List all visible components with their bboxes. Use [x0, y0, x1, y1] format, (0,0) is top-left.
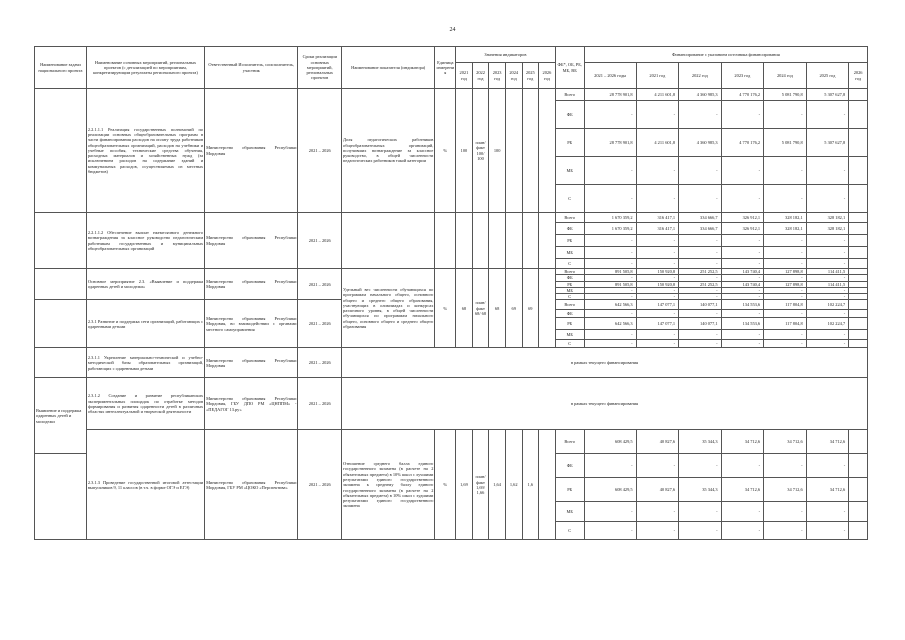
fin-cell: -: [679, 157, 722, 185]
period-cell: 2021 – 2026: [298, 213, 342, 269]
fin-cell: -: [764, 502, 807, 522]
fin-cell: 891 505,8: [584, 281, 636, 287]
fin-cell: -: [636, 330, 679, 340]
task-cell: Выявление и поддержка одаренных детей и молодежи: [35, 378, 87, 454]
fin-cell: -: [806, 247, 849, 259]
fin-cell: -: [584, 310, 636, 318]
fin-cell: -: [636, 502, 679, 522]
fin-cell: -: [636, 522, 679, 540]
fin-cell: 328 182,1: [806, 213, 849, 223]
fin-cell: 150 920,8: [636, 269, 679, 275]
fin-cell: -: [764, 235, 807, 247]
fin-cell: [849, 502, 868, 522]
source-cell: ФБ: [555, 454, 584, 478]
fin-cell: 127 898,8: [764, 281, 807, 287]
header-task: Наименование задачи национального проекта: [35, 47, 87, 89]
fin-cell: -: [584, 157, 636, 185]
fin-cell: 251 252,5: [679, 281, 722, 287]
fin-cell: -: [679, 454, 722, 478]
header-fin-2023: 2023 год: [721, 63, 764, 89]
fin-cell: -: [806, 502, 849, 522]
fin-cell: 147 077,1: [636, 300, 679, 310]
value-2025: 69: [522, 269, 539, 348]
fin-cell: -: [584, 275, 636, 281]
fin-cell: -: [806, 522, 849, 540]
fin-cell: -: [806, 185, 849, 213]
fin-cell: -: [636, 247, 679, 259]
period-cell: 2021 – 2026: [298, 269, 342, 300]
fin-cell: 114 411,5: [806, 269, 849, 275]
value-2021: 100: [456, 89, 473, 213]
fin-cell: 140 077,1: [679, 300, 722, 310]
fin-cell: [849, 185, 868, 213]
fin-cell: [849, 223, 868, 235]
header-year-2021: 2021 год: [456, 63, 473, 89]
fin-cell: 143 740,4: [721, 269, 764, 275]
fin-cell: [849, 478, 868, 502]
program-table: [34, 46, 868, 540]
source-cell: РБ: [555, 281, 584, 287]
fin-cell: [849, 522, 868, 540]
fin-cell: 5 081 790,8: [764, 129, 807, 157]
fin-cell: 140 077,1: [679, 318, 722, 330]
header-year-2024: 2024 год: [505, 63, 522, 89]
source-cell: Всего: [555, 300, 584, 310]
header-fin-2024: 2024 год: [764, 63, 807, 89]
value-2022: план/ факт 1,69/ 1,66: [472, 430, 489, 540]
fin-cell: -: [806, 340, 849, 348]
fin-cell: 117 804,8: [764, 300, 807, 310]
fin-cell: 34 712,6: [806, 430, 849, 454]
indicator-cell: [342, 213, 435, 269]
fin-cell: -: [679, 101, 722, 129]
fin-cell: -: [721, 310, 764, 318]
fin-cell: -: [721, 502, 764, 522]
fin-cell: -: [721, 185, 764, 213]
fin-cell: -: [584, 330, 636, 340]
fin-cell: [849, 259, 868, 269]
header-fin-2025: 2025 год: [806, 63, 849, 89]
value-2024: 69: [505, 269, 522, 348]
header-year-2026: 2026 год: [539, 63, 556, 89]
fin-cell: -: [721, 340, 764, 348]
period-cell: 2021 – 2026: [298, 430, 342, 540]
source-cell: Всего: [555, 430, 584, 454]
source-cell: РБ: [555, 235, 584, 247]
fin-cell: 4 211 601,8: [636, 129, 679, 157]
fin-cell: [849, 213, 868, 223]
fin-cell: -: [636, 340, 679, 348]
fin-cell: 316 417,1: [636, 223, 679, 235]
fin-cell: [849, 330, 868, 340]
fin-cell: -: [764, 259, 807, 269]
fin-cell: 34 712,6: [721, 430, 764, 454]
fin-cell: -: [806, 330, 849, 340]
value-2026: [539, 269, 556, 348]
source-cell: С: [555, 259, 584, 269]
task-cell-empty: [35, 300, 87, 348]
fin-cell: 328 182,1: [806, 223, 849, 235]
source-cell: РБ: [555, 129, 584, 157]
event-cell: 2.3.1 Развитие и поддержка сети организаций, работающих с одаренными детьми: [86, 300, 204, 348]
header-fin-2022: 2022 год: [679, 63, 722, 89]
value-2023: [489, 213, 506, 269]
fin-cell: 5 081 790,8: [764, 89, 807, 101]
source-cell: ФБ: [555, 223, 584, 235]
value-2022: план/ факт 68/ 68: [472, 269, 489, 348]
fin-cell: -: [721, 235, 764, 247]
value-2026: [539, 213, 556, 269]
responsible-cell: Министерство образования Республики Мордовия: [205, 213, 298, 269]
financing-note: в рамках текущего финансирования: [342, 378, 868, 430]
fin-cell: [849, 310, 868, 318]
fin-cell: -: [679, 185, 722, 213]
fin-cell: -: [806, 287, 849, 293]
fin-cell: -: [584, 287, 636, 293]
header-target-values: Значения индикаторов: [456, 47, 556, 63]
fin-cell: -: [636, 101, 679, 129]
fin-cell: 114 411,5: [806, 281, 849, 287]
header-responsible: Ответственный Исполнитель, соисполнитель, участник: [205, 47, 298, 89]
fin-cell: -: [679, 330, 722, 340]
header-period: Сроки реализации основных мероприятий, региональных проектов: [298, 47, 342, 89]
event-cell: 2.2.1.1.1 Реализация государственных полномочий по реализации основных общеобразовательных программ в части финансирования расходов на оплату труда работников общеобразовательных организаций, расходов на учебники и учебные пособия, технические средства обучения, расходных материалов и хозяйственных нужд (за исключением расходов на содержание зданий и коммунальных расходов, осуществляемых из местных бюджетов): [86, 89, 204, 213]
fin-cell: -: [584, 101, 636, 129]
indicator-cell: Отношение среднего балла единого государственного экзамена (в расчете на 2 обязательных предмета) в 10% школ с лучшими результатами единого государственного экзамена к среднему баллу единого государственного экзамена (в расчете на 2 обязательных предмета) в 10% школ с худшими результатами единого государственного экзамена: [342, 430, 435, 540]
fin-cell: 34 712,6: [764, 430, 807, 454]
fin-cell: -: [764, 157, 807, 185]
fin-cell: 891 505,8: [584, 269, 636, 275]
fin-cell: -: [584, 235, 636, 247]
source-cell: Всего: [555, 213, 584, 223]
fin-cell: -: [679, 502, 722, 522]
fin-cell: -: [764, 340, 807, 348]
fin-cell: -: [679, 259, 722, 269]
header-indicator: Наименование показателя (индикатора): [342, 47, 435, 89]
source-cell: РБ: [555, 318, 584, 330]
period-cell: 2021 – 2026: [298, 348, 342, 378]
indicator-cell: Удельный вес численности обучающихся по программам начального общего, основного общего и среднего общего образования, участвующих в олимпиадах и конкурсах различного уровня, в общей численности обучающихся по программам начального общего, основного общего и среднего общего образования: [342, 269, 435, 348]
fin-cell: [849, 157, 868, 185]
fin-cell: 334 666,7: [679, 213, 722, 223]
fin-cell: 35 344,3: [679, 478, 722, 502]
header-year-2023: 2023 год: [489, 63, 506, 89]
value-2023: 1,64: [489, 430, 506, 540]
value-2022: план/ факт 100/ 100: [472, 89, 489, 213]
header-financing: Финансирование с указанием источника финансирования: [584, 47, 867, 63]
fin-cell: -: [721, 259, 764, 269]
fin-cell: -: [806, 294, 849, 300]
fin-cell: 251 252,5: [679, 269, 722, 275]
header-year-2022: 2022 год: [472, 63, 489, 89]
value-2021: [456, 213, 473, 269]
page-number: 24: [449, 27, 456, 33]
fin-cell: [849, 89, 868, 101]
fin-cell: 127 898,8: [764, 269, 807, 275]
fin-cell: -: [679, 235, 722, 247]
fin-cell: -: [679, 294, 722, 300]
fin-cell: 1 670 359,2: [584, 213, 636, 223]
fin-cell: -: [764, 310, 807, 318]
task-cell-empty: [35, 269, 87, 300]
fin-cell: -: [679, 287, 722, 293]
fin-cell: -: [721, 275, 764, 281]
fin-cell: -: [721, 247, 764, 259]
source-cell: С: [555, 340, 584, 348]
fin-cell: 150 920,8: [636, 281, 679, 287]
fin-cell: -: [679, 275, 722, 281]
fin-cell: -: [806, 101, 849, 129]
header-unit: Единица измерения: [435, 47, 456, 89]
source-cell: РБ: [555, 478, 584, 502]
fin-cell: [849, 430, 868, 454]
source-cell: С: [555, 294, 584, 300]
fin-cell: -: [764, 294, 807, 300]
fin-cell: 326 912,1: [721, 223, 764, 235]
fin-cell: [849, 129, 868, 157]
fin-cell: 34 712,6: [764, 478, 807, 502]
event-cell: 2.3.1.1 Укрепление материально-технической и учебно-методической базы образовательных организаций, работающих с одаренными детьми: [86, 348, 204, 378]
value-2025: [522, 89, 539, 213]
fin-cell: [849, 340, 868, 348]
value-2024: [505, 213, 522, 269]
period-cell: 2021 – 2026: [298, 300, 342, 348]
fin-cell: -: [584, 340, 636, 348]
fin-cell: 326 912,1: [721, 213, 764, 223]
fin-cell: 40 827,6: [636, 478, 679, 502]
fin-cell: 134 553,6: [721, 300, 764, 310]
fin-cell: -: [721, 454, 764, 478]
fin-cell: 40 827,6: [636, 430, 679, 454]
responsible-cell: Министерство образования Республики Мордовия: [205, 89, 298, 213]
event-cell: Основное мероприятие 2.3. «Выявление и поддержка одаренных детей и молодежи»: [86, 269, 204, 300]
task-cell-empty: [35, 213, 87, 269]
fin-cell: 328 182,1: [764, 223, 807, 235]
fin-cell: -: [764, 185, 807, 213]
fin-cell: 34 712,6: [721, 478, 764, 502]
fin-cell: -: [721, 294, 764, 300]
unit-cell: %: [435, 269, 456, 348]
fin-cell: -: [584, 247, 636, 259]
fin-cell: [849, 318, 868, 330]
fin-cell: 34 712,6: [806, 478, 849, 502]
financing-note: в рамках текущего финансирования: [342, 348, 868, 378]
responsible-cell: Министерство образования Республики Мордовия, во взаимодействии с органами местного самоуправления: [205, 300, 298, 348]
source-cell: ФБ: [555, 101, 584, 129]
responsible-cell: Министерство образования Республики Мордовия, ГБУ ДПО РМ «ЦНППМ» - «ПЕДАГОГ 13.ру»: [205, 378, 298, 430]
fin-cell: 1 670 359,2: [584, 223, 636, 235]
fin-cell: 4 211 601,8: [636, 89, 679, 101]
fin-cell: -: [679, 247, 722, 259]
fin-cell: -: [806, 454, 849, 478]
value-2023: 68: [489, 269, 506, 348]
responsible-cell: Министерство образования Республики Мордовия, ГБУ РМ «ЦОКО «Перспектива»: [205, 430, 298, 540]
fin-cell: 5 307 627,8: [806, 129, 849, 157]
fin-cell: 328 182,1: [764, 213, 807, 223]
fin-cell: 4 770 176,2: [721, 129, 764, 157]
fin-cell: -: [764, 101, 807, 129]
fin-cell: -: [584, 259, 636, 269]
source-cell: МБ: [555, 330, 584, 340]
fin-cell: -: [636, 185, 679, 213]
fin-cell: -: [764, 247, 807, 259]
fin-cell: 28 778 901,8: [584, 129, 636, 157]
fin-cell: -: [584, 185, 636, 213]
fin-cell: -: [806, 157, 849, 185]
source-cell: С: [555, 522, 584, 540]
fin-cell: -: [636, 275, 679, 281]
value-2021: 68: [456, 269, 473, 348]
fin-cell: -: [584, 294, 636, 300]
fin-cell: -: [636, 287, 679, 293]
fin-cell: -: [584, 502, 636, 522]
fin-cell: 143 740,4: [721, 281, 764, 287]
responsible-cell: Министерство образования Республики Мордовия: [205, 348, 298, 378]
fin-cell: -: [584, 522, 636, 540]
value-2026: [539, 89, 556, 213]
value-2023: 100: [489, 89, 506, 213]
fin-cell: -: [721, 287, 764, 293]
header-event: Наименование основных мероприятий, региональных проектов (с детализацией по мероприятиям, конкретизирующим результаты регионального проекта): [86, 47, 204, 89]
fin-cell: -: [764, 287, 807, 293]
fin-cell: 642 566,3: [584, 318, 636, 330]
source-cell: МБ: [555, 247, 584, 259]
source-cell: Всего: [555, 269, 584, 275]
header-year-2025: 2025 год: [522, 63, 539, 89]
task-cell-empty: [35, 89, 87, 213]
header-fin-total: 2021 – 2026 годы: [584, 63, 636, 89]
fin-cell: 334 666,7: [679, 223, 722, 235]
fin-cell: -: [721, 330, 764, 340]
responsible-cell: Министерство образования Республики Мордовия: [205, 269, 298, 300]
header-fin-2021: 2021 год: [636, 63, 679, 89]
fin-cell: -: [764, 522, 807, 540]
header-source: ФБ*, ОБ, РБ, МБ, ВБ: [555, 47, 584, 89]
fin-cell: 608 429,5: [584, 430, 636, 454]
fin-cell: -: [721, 522, 764, 540]
fin-cell: -: [721, 101, 764, 129]
fin-cell: -: [679, 522, 722, 540]
fin-cell: 4 360 985,3: [679, 129, 722, 157]
fin-cell: 102 224,7: [806, 300, 849, 310]
fin-cell: -: [636, 259, 679, 269]
fin-cell: -: [764, 275, 807, 281]
fin-cell: 134 553,6: [721, 318, 764, 330]
unit-cell: %: [435, 89, 456, 213]
value-2026: [539, 430, 556, 540]
event-cell: 2.3.1.3 Проведение государственной итоговой аттестации выпускников 9, 11 классов (в т.ч. в форме ОГЭ и ЕГЭ): [86, 430, 204, 540]
value-2024: [505, 89, 522, 213]
fin-cell: 28 778 901,8: [584, 89, 636, 101]
fin-cell: [849, 235, 868, 247]
fin-cell: [849, 454, 868, 478]
source-cell: ФБ: [555, 275, 584, 281]
fin-cell: -: [636, 310, 679, 318]
header-fin-2026: 2026 год: [849, 63, 868, 89]
value-2025: 1,6: [522, 430, 539, 540]
fin-cell: 117 804,8: [764, 318, 807, 330]
unit-cell: %: [435, 430, 456, 540]
fin-cell: -: [806, 235, 849, 247]
fin-cell: -: [584, 454, 636, 478]
value-2021: 1,69: [456, 430, 473, 540]
fin-cell: -: [679, 340, 722, 348]
source-cell: ФБ: [555, 310, 584, 318]
fin-cell: 147 077,1: [636, 318, 679, 330]
source-cell: МБ: [555, 157, 584, 185]
event-cell: 2.3.1.2 Создание и развитие республиканских экспериментальных площадок по отработке методов формирования и развития одаренности детей в различных областях интеллектуальной и творческой деятельности: [86, 378, 204, 430]
fin-cell: -: [679, 310, 722, 318]
fin-cell: 4 360 985,3: [679, 89, 722, 101]
fin-cell: 5 307 627,8: [806, 89, 849, 101]
indicator-cell: Доля педагогических работников общеобразовательных организаций, получивших вознаграждение за классное руководство, в общей численности педагогических работников такой категории: [342, 89, 435, 213]
fin-cell: [849, 101, 868, 129]
fin-cell: -: [764, 330, 807, 340]
fin-cell: -: [636, 454, 679, 478]
value-2024: 1,62: [505, 430, 522, 540]
fin-cell: -: [636, 235, 679, 247]
value-2025: [522, 213, 539, 269]
fin-cell: 316 417,1: [636, 213, 679, 223]
fin-cell: -: [806, 310, 849, 318]
fin-cell: [849, 247, 868, 259]
fin-cell: -: [806, 275, 849, 281]
period-cell: 2021 – 2026: [298, 89, 342, 213]
source-cell: МБ: [555, 502, 584, 522]
source-cell: С: [555, 185, 584, 213]
period-cell: 2021 – 2026: [298, 378, 342, 430]
source-cell: Всего: [555, 89, 584, 101]
fin-cell: 608 429,5: [584, 478, 636, 502]
task-cell-empty: [35, 348, 87, 378]
fin-cell: 4 770 176,2: [721, 89, 764, 101]
fin-cell: -: [806, 259, 849, 269]
event-cell: 2.2.1.1.2 Обеспечение выплат ежемесячного денежного вознаграждения за классное руководство педагогическим работникам государственных и муниципальных общеобразовательных организаций: [86, 213, 204, 269]
fin-cell: -: [764, 454, 807, 478]
fin-cell: 35 344,3: [679, 430, 722, 454]
fin-cell: -: [721, 157, 764, 185]
value-2022: [472, 213, 489, 269]
source-cell: МБ: [555, 287, 584, 293]
fin-cell: -: [636, 157, 679, 185]
fin-cell: 642 566,3: [584, 300, 636, 310]
task-cell-empty: [35, 454, 87, 540]
fin-cell: 102 224,7: [806, 318, 849, 330]
fin-cell: [849, 300, 868, 310]
fin-cell: -: [636, 294, 679, 300]
unit-cell: [435, 213, 456, 269]
